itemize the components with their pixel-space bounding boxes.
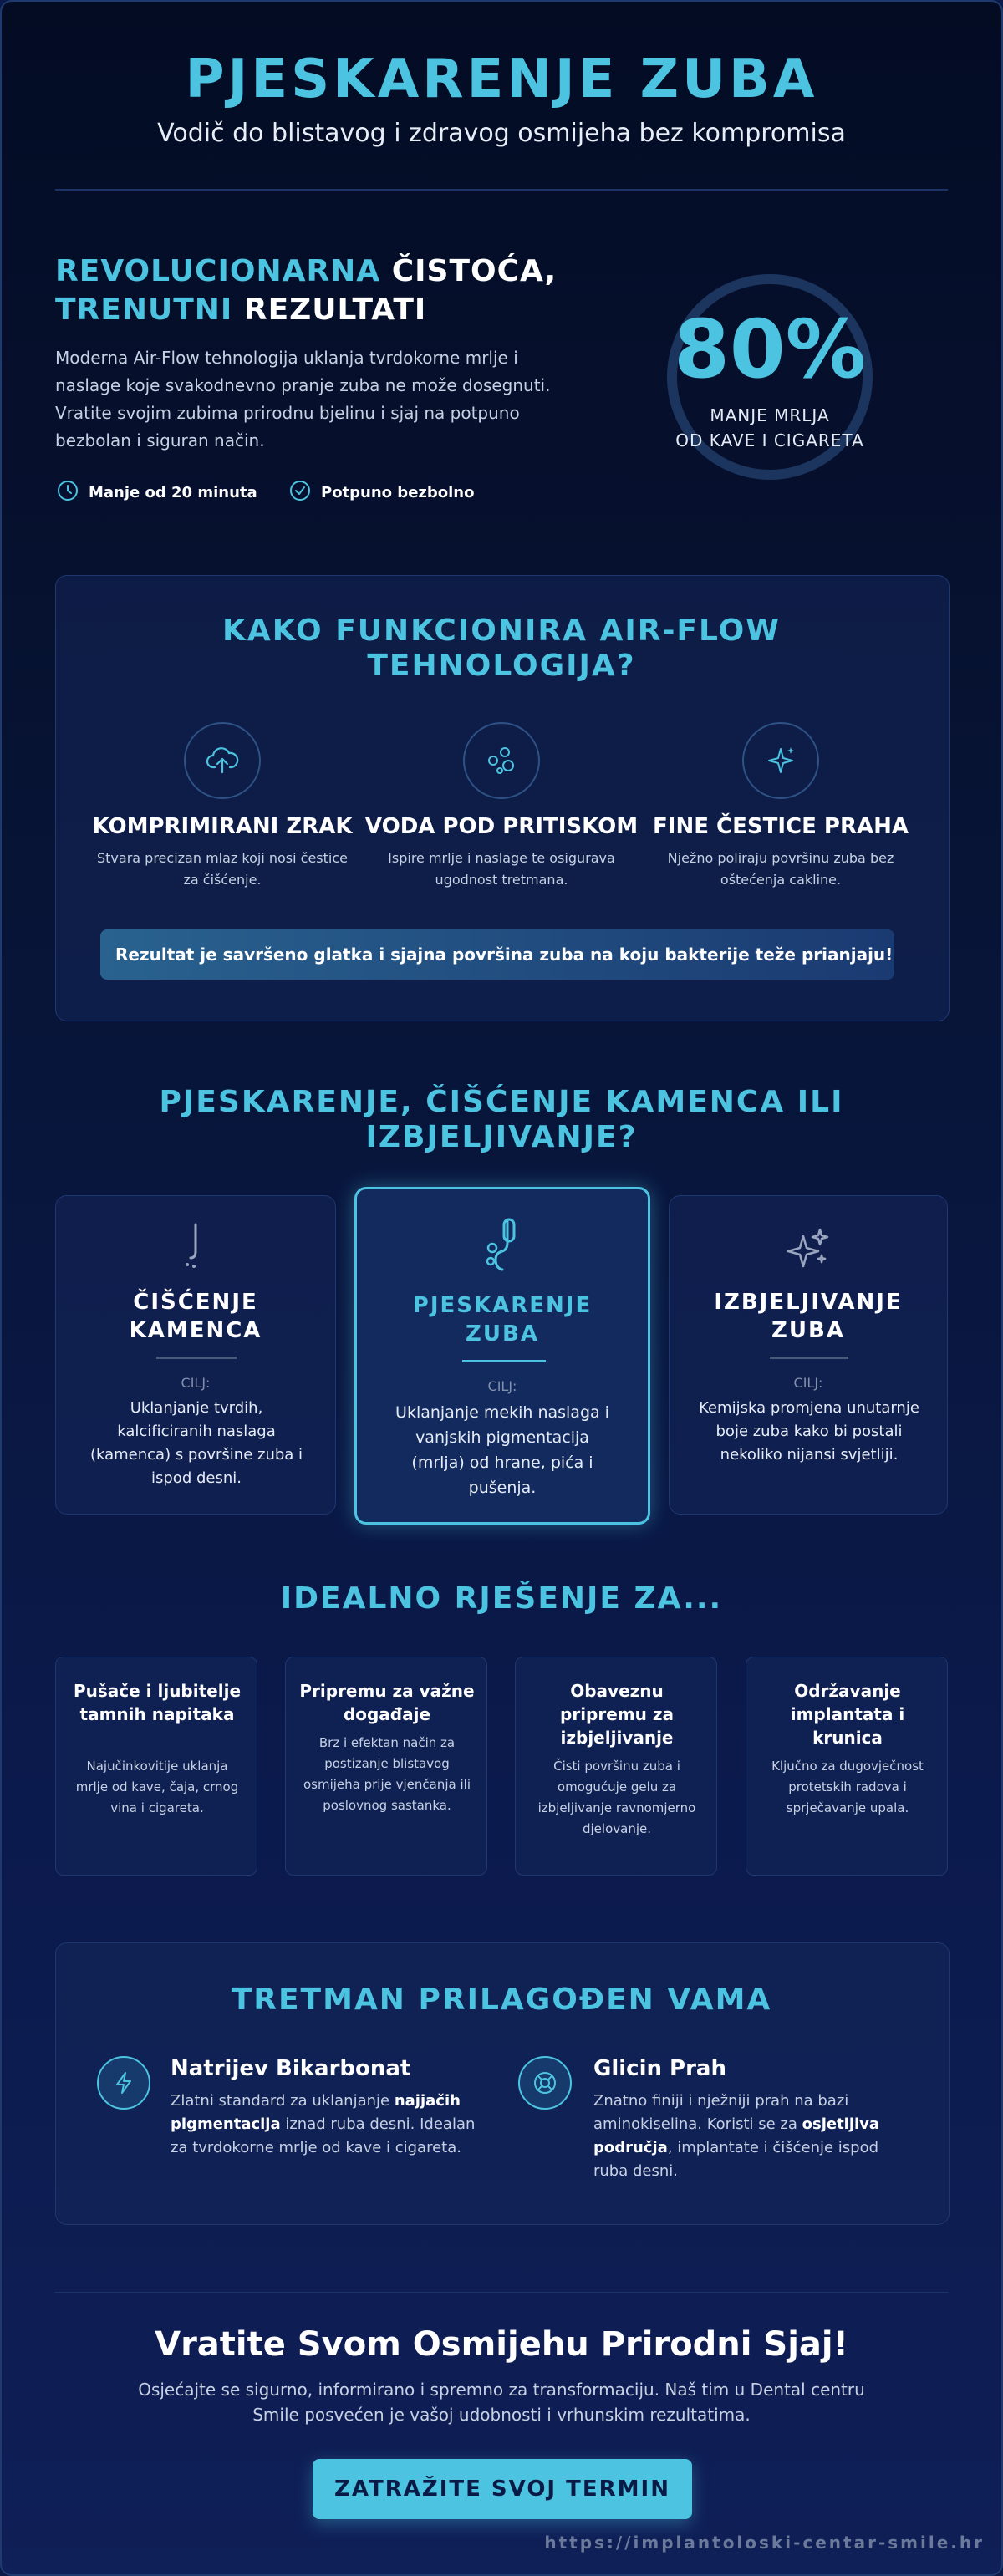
ideal-card: [55, 1657, 257, 1876]
feature-label: Manje od 20 minuta: [89, 484, 257, 501]
step-text: Stvara precizan mlaz koji nosi čestice za čišćenje.: [97, 850, 348, 888]
option-text-highlight: najjačih pigmentacija: [171, 2092, 461, 2133]
option-text-highlight: osjetljiva područja: [593, 2115, 880, 2156]
step-title: KOMPRIMIRANI ZRAK: [92, 814, 353, 839]
comparison-card-whitening: [669, 1195, 948, 1515]
goal-label: CILJ:: [487, 1378, 517, 1394]
comparison-card-scaling: [55, 1195, 336, 1515]
stat-value: 80%: [674, 303, 866, 396]
hero-heading: [55, 252, 607, 329]
comparison-card-text: Uklanjanje tvrdih, kalcificiranih naslaga (kamenca) s površine zuba i ispod desni.: [89, 1399, 303, 1487]
divider: [770, 1357, 848, 1359]
ideal-card-text: Brz i efektan način za postizanje blistavog osmijeha prije vjenčanja ili poslovnog sastanka.: [303, 1735, 471, 1813]
cta-text: Osjećajte se sigurno, informirano i spremno za transformaciju. Naš tim u Dental centru Smile posvećen je vašoj udobnosti i vrhunskim rezultatima.: [138, 2380, 865, 2425]
ideal-card-title: Pripremu za važne događaje: [299, 1681, 475, 1724]
comparison-title: PJESKARENJE, ČIŠĆENJE KAMENCA ILI IZBJELJIVANJE?: [159, 1085, 844, 1154]
stat-label-line: OD KAVE I CIGARETA: [675, 430, 864, 451]
ideal-card: [285, 1657, 487, 1876]
option-text: [171, 2090, 480, 2160]
feature-duration: [57, 480, 257, 506]
option-title: Glicin Prah: [593, 2056, 726, 2081]
step-text: Ispire mrlje i naslage te osigurava ugodnost tretmana.: [388, 850, 615, 888]
hero-heading-part: ČISTOĆA,: [391, 254, 558, 288]
goal-label: CILJ:: [793, 1375, 823, 1391]
divider: [156, 1357, 237, 1359]
clock-icon: [57, 480, 79, 506]
how-it-works-title: KAKO FUNKCIONIRA AIR-FLOW TEHNOLOGIJA?: [222, 613, 781, 683]
comparison-title-line: ZUBA: [466, 1321, 539, 1347]
airflow-handpiece-icon: [357, 1218, 648, 1276]
sparkles-icon: [670, 1224, 947, 1275]
cta-title: Vratite Svom Osmijehu Prirodni Sjaj!: [155, 2325, 848, 2364]
goal-label: CILJ:: [181, 1375, 211, 1391]
step-title: VODA POD PRITISKOM: [364, 814, 639, 839]
page-title: PJESKARENJE ZUBA: [185, 48, 818, 110]
comparison-card-airflow: [354, 1187, 650, 1525]
option-title: Natrijev Bikarbonat: [171, 2056, 411, 2081]
option-text: [593, 2090, 903, 2183]
stat-label-line: MANJE MRLJA: [710, 405, 830, 425]
comparison-card-title: [357, 1291, 648, 1348]
option-text-part: , implantate i čišćenje ispod ruba desni.: [593, 2139, 879, 2180]
check-circle-icon: [289, 480, 311, 506]
divider: [55, 2292, 948, 2293]
stat-label: [650, 403, 889, 453]
result-banner: Rezultat je savršeno glatka i sjajna površina zuba na koju bakterije teže prianjaju!: [100, 929, 894, 980]
option-text-part: iznad ruba desni. Idealan za tvrdokorne mrlje od kave i cigareta.: [171, 2115, 476, 2156]
comparison-card-title: [56, 1288, 335, 1345]
comparison-card-text: Kemijska promjena unutarnje boje zuba kako bi postali nekoliko nijansi svjetliji.: [699, 1399, 919, 1464]
feature-painless: [289, 480, 474, 506]
ideal-card-text: Čisti površinu zuba i omogućuje gelu za izbjeljivanje ravnomjerno djelovanje.: [537, 1759, 696, 1836]
comparison-title-line: KAMENCA: [129, 1318, 262, 1343]
divider: [55, 189, 948, 191]
divider: [462, 1360, 546, 1362]
page-subtitle: Vodič do blistavog i zdravog osmijeha bez kompromisa: [157, 119, 846, 148]
lifebuoy-icon: [518, 2056, 572, 2110]
bubbles-icon: [463, 722, 540, 799]
comparison-card-text: Uklanjanje mekih naslaga i vanjskih pigmentacija (mrlja) od hrane, pića i pušenja.: [395, 1403, 609, 1497]
comparison-title-line: ČIŠĆENJE: [133, 1290, 258, 1315]
feature-label: Potpuno bezbolno: [321, 484, 475, 501]
footer-url[interactable]: https://implantoloski-centar-smile.hr: [544, 2533, 985, 2553]
hero-heading-part: TRENUTNI: [55, 293, 233, 327]
ideal-card-text: Ključno za dugovječnost protetskih radova i sprječavanje upala.: [771, 1759, 924, 1815]
ideal-card: [746, 1657, 948, 1876]
step-title: FINE ČESTICE PRAHA: [653, 814, 909, 839]
comparison-card-title: [670, 1288, 947, 1345]
ideal-card-title: Obaveznu pripremu za izbjeljivanje: [560, 1681, 674, 1748]
ideal-card-title: Održavanje implantata i krunica: [790, 1681, 905, 1748]
scaler-icon: [56, 1221, 335, 1271]
step-text: Nježno poliraju površinu zuba bez oštećenja cakline.: [667, 850, 894, 888]
hero-text: Moderna Air-Flow tehnologija uklanja tvrdokorne mrlje i naslage koje svakodnevno pranje zuba ne može dosegnuti. Vratite svojim zubima prirodnu bjelinu i sjaj na potpuno bezbolan i siguran način.: [55, 348, 551, 451]
lightning-icon: [97, 2056, 150, 2110]
option-text-part: Zlatni standard za uklanjanje: [171, 2092, 395, 2110]
sparkle-icon: [742, 722, 819, 799]
cloud-upload-icon: [184, 722, 261, 799]
comparison-title-line: IZBJELJIVANJE: [714, 1290, 903, 1315]
comparison-title-line: PJESKARENJE: [412, 1293, 593, 1318]
ideal-card-text: Najučinkovitije uklanja mrlje od kave, čaja, crnog vina i cigareta.: [75, 1759, 239, 1815]
hero-heading-part: REZULTATI: [243, 293, 427, 327]
comparison-title-line: ZUBA: [771, 1318, 845, 1343]
option-text-part: Znatno finiji i nježniji prah na bazi aminokiselina. Koristi se za: [593, 2092, 849, 2133]
hero-heading-part: REVOLUCIONARNA: [55, 254, 381, 288]
ideal-card-title: Pušače i ljubitelje tamnih napitaka: [73, 1681, 242, 1724]
book-appointment-button[interactable]: ZATRAŽITE SVOJ TERMIN: [313, 2459, 692, 2519]
ideal-title: IDEALNO RJEŠENJE ZA...: [280, 1581, 723, 1616]
ideal-card: [515, 1657, 717, 1876]
tailored-title: TRETMAN PRILAGOĐEN VAMA: [231, 1983, 772, 2017]
